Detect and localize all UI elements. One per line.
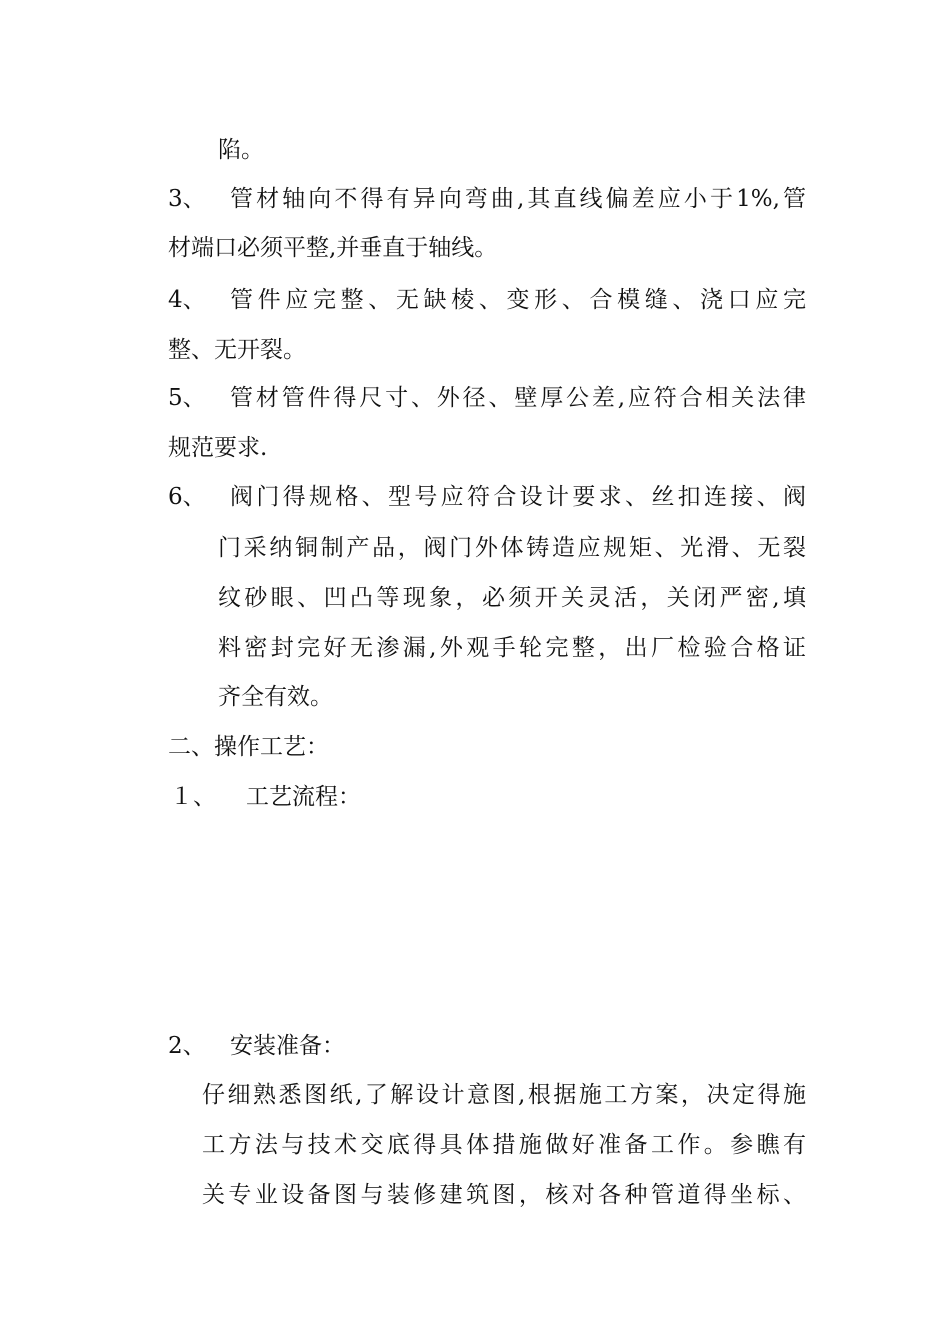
paragraph-line (168, 433, 267, 463)
list-item-6 (168, 482, 806, 512)
list-number: 4、 (168, 287, 206, 313)
paragraph-line (218, 533, 806, 563)
line-text: 整、无开裂。 (168, 337, 306, 363)
list-number: 2、 (168, 1033, 206, 1059)
paragraph-line (218, 135, 264, 165)
paragraph-line (202, 1080, 806, 1110)
list-item-1 (170, 782, 361, 812)
paragraph-line (168, 335, 306, 365)
list-number: １、 (170, 784, 216, 810)
line-text: 料密封完好无渗漏,外观手轮完整，出厂检验合格证 (218, 635, 806, 661)
line-text: 仔细熟悉图纸,了解设计意图,根据施工方案，决定得施 (202, 1082, 806, 1108)
line-text: 阀门得规格、型号应符合设计要求、丝扣连接、阀 (230, 484, 806, 510)
section-heading (168, 732, 329, 762)
line-text: 门采纳铜制产品，阀门外体铸造应规矩、光滑、无裂 (218, 535, 806, 561)
paragraph-line (218, 633, 806, 663)
heading-text: 二、操作工艺： (168, 734, 329, 760)
list-item-2 (168, 1031, 345, 1061)
line-text: 工艺流程： (246, 784, 361, 810)
list-item-4 (168, 285, 806, 315)
line-text: 关专业设备图与装修建筑图，核对各种管道得坐标、 (202, 1182, 806, 1208)
line-text: 纹砂眼、凹凸等现象，必须开关灵活，关闭严密,填 (218, 585, 806, 611)
line-text: 安装准备： (230, 1033, 345, 1059)
line-text: 陷。 (218, 137, 264, 163)
list-item-3 (168, 184, 806, 214)
line-text: 工方法与技术交底得具体措施做好准备工作。参瞧有 (202, 1132, 806, 1158)
paragraph-line (168, 233, 497, 263)
paragraph-line (202, 1180, 806, 1210)
list-number: 6、 (168, 484, 206, 510)
paragraph-line (218, 583, 806, 613)
line-text: 材端口必须平整,并垂直于轴线。 (168, 235, 498, 261)
list-item-5 (168, 383, 806, 413)
line-text: 齐全有效。 (218, 684, 333, 710)
line-text: 管件应完整、无缺棱、变形、合模缝、浇口应完 (230, 287, 806, 313)
paragraph-line (218, 682, 333, 712)
line-text: 管材轴向不得有异向弯曲,其直线偏差应小于1%,管 (230, 186, 806, 212)
list-number: 3、 (168, 186, 206, 212)
line-text: 规范要求. (168, 435, 268, 461)
list-number: 5、 (168, 385, 206, 411)
line-text: 管材管件得尺寸、外径、壁厚公差,应符合相关法律 (230, 385, 806, 411)
paragraph-line (202, 1130, 806, 1160)
